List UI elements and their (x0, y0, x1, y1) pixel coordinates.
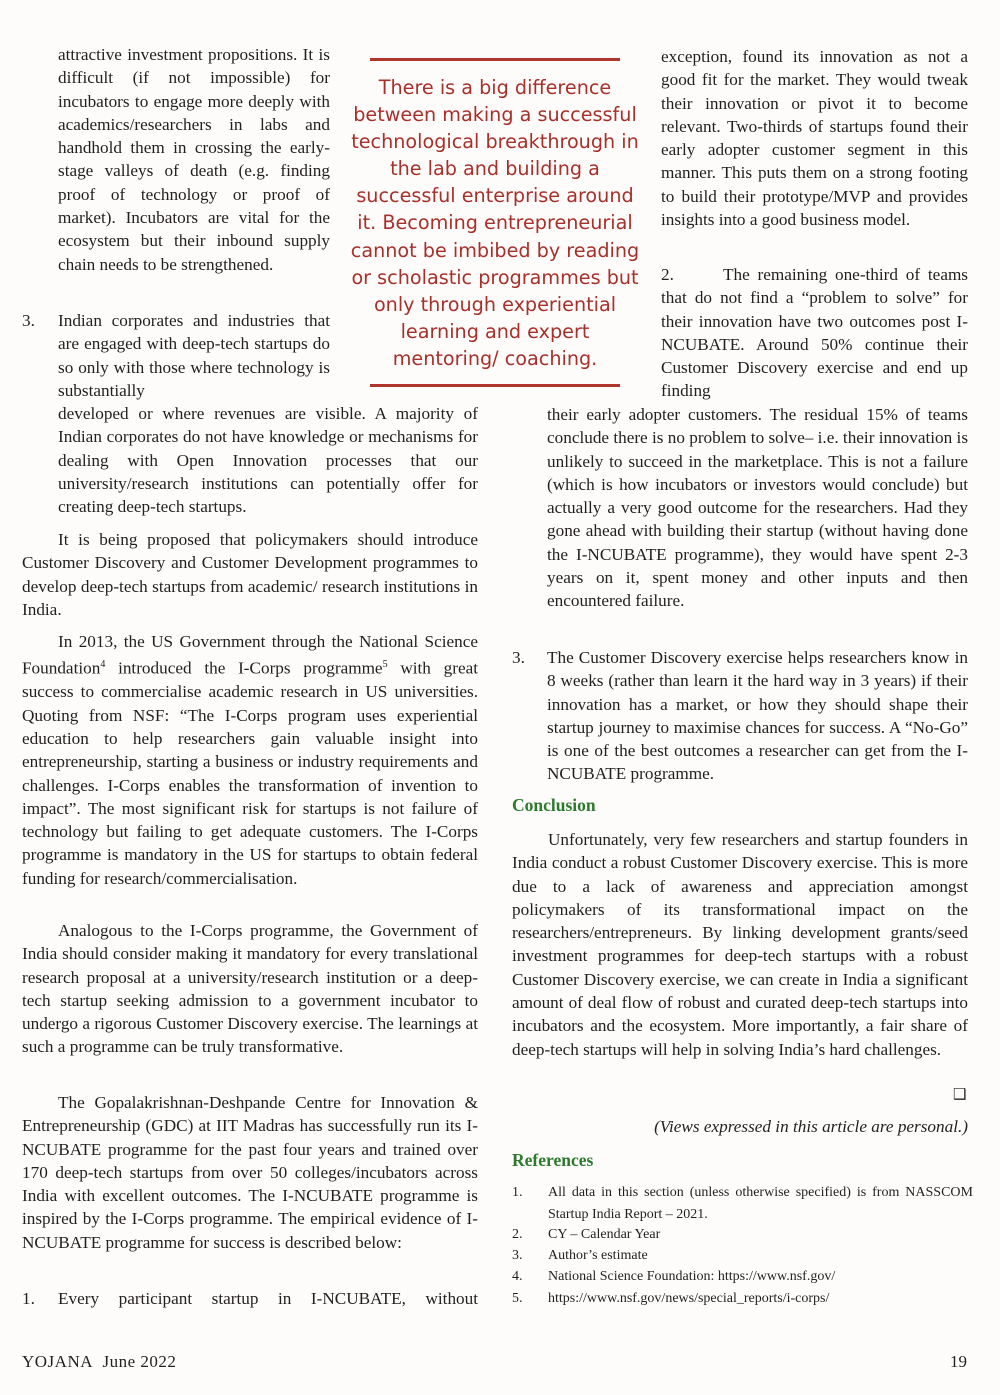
left-paragraph-1: attractive investment propositions. It is difficult (if not impossible) for incubators to engage more deeply with academics/researchers in labs and handhold them in crossing the early-stage valleys of death (e.g. finding proof of technology or proof of market). Incubators are vital for the ecosystem but their inbound supply chain needs to be strengthened. (58, 45, 330, 274)
reference-text: https://www.nsf.gov/news/special_reports/i-corps/ (548, 1291, 830, 1306)
left-list-item-3-part2: developed or where revenues are visible. A majority of Indian corporates do not have knowledge or mechanisms for dealing with Open Innovation processes that our university/research institutions can potentially offer for creating deep-tech startups. (58, 404, 478, 517)
reference-text: All data in this section (unless otherwise specified) is from NASSCOM Startup India Report – 2021. (548, 1185, 973, 1222)
reference-number: 4. (512, 1269, 523, 1284)
reference-text: CY – Calendar Year (548, 1227, 661, 1242)
reference-text: Author’s estimate (548, 1248, 648, 1263)
pullquote-top-rule (370, 58, 620, 61)
right-paragraph-1: exception, found its innovation as not a good fit for the market. They would tweak their innovation or pivot it to become relevant. Two-thirds of startups found their early adopter customer segment in this manner. This puts them on a strong footing to build their prototype/MVP and provides insights into a good business model. (661, 47, 968, 230)
left-list-item-3-part1: Indian corporates and industries that are engaged with deep-tech startups do so only with those where technology is substantially (58, 311, 330, 400)
reference-number: 5. (512, 1291, 523, 1306)
end-mark-icon: ❑ (953, 1085, 967, 1103)
left-list-item-1: Every participant startup in I-NCUBATE, without (58, 1289, 478, 1308)
references-list (512, 1182, 973, 1312)
issue-date: June 2022 (102, 1352, 177, 1371)
reference-number: 1. (512, 1185, 523, 1200)
reference-text: National Science Foundation: https://www.nsf.gov/ (548, 1269, 836, 1284)
conclusion-heading: Conclusion (512, 795, 596, 815)
left-paragraph-5: The Gopalakrishnan-Deshpande Centre for Innovation & Entrepreneurship (GDC) at IIT Madras has successfully run its I-NCUBATE programme for the past four years and trained over 170 deep-tech startups from over 50 colleges/incubators across India with excellent outcomes. The I-NCUBATE programme is inspired by the I-Corps programme. The empirical evidence of I-NCUBATE programme for success is described below: (22, 1093, 478, 1252)
left-list-number-3: 3. (22, 311, 35, 330)
right-list-item-3: The Customer Discovery exercise helps researchers know in 8 weeks (rather than learn it the hard way in 3 years) if their innovation has a market, or how they should shape their startup journey to maximise chances for success. A “No-Go” is one of the best outcomes a researcher can get from the I-NCUBATE programme. (547, 648, 968, 784)
reference-number: 3. (512, 1248, 523, 1263)
magazine-name: YOJANA (22, 1352, 93, 1371)
left-paragraph-3: In 2013, the US Government through the National Science Foundation$^4$ introduced the I-Corps programme$^5$ with great success to commercialise academic research in US universities. Quoting from NSF: “The I-Corps program uses experiential education to help researchers gain valuable insight into entrepreneurship, starting a business or industry requirements and challenges. I-Corps enables the transformation of invention to impact”. The most significant risk for startups is not failure of technology but failing to get adequate customers. The I-Corps programme is mandatory in the US for startups to obtain federal funding for research/commercialisation. (22, 632, 478, 888)
page-number: 19 (950, 1352, 967, 1371)
conclusion-paragraph: Unfortunately, very few researchers and startup founders in India conduct a robust Customer Discovery exercise. This is more due to a lack of awareness and appreciation amongst policymakers of its transformational impact on the researchers/entrepreneurs. By linking development grants/seed investment programmes for deep-tech startups with a robust Customer Discovery exercise, we can create in India a significant amount of deal flow of robust and curated deep-tech startups into incubators and the ecosystem. More importantly, a fair share of deep-tech startups will help in solving India’s hard challenges. (512, 830, 968, 1059)
footnote-ref-4: 4 (100, 659, 106, 671)
views-note: (Views expressed in this article are personal.) (654, 1117, 968, 1136)
references-heading: References (512, 1150, 594, 1170)
right-list-number-3: 3. (512, 648, 525, 667)
pullquote: There is a big difference between making a successful technological breakthrough in the lab and building a successful enterprise around it. Becoming entrepreneurial cannot be imbibed by reading or scholastic programmes but only through experiential learning and expert mentoring/ coaching. (350, 76, 640, 370)
right-list-item-2-part1: The remaining one-third of teams that do not find a “problem to solve” for their innovation have two outcomes post I-NCUBATE. Around 50% continue their Customer Discovery exercise and end up finding (661, 265, 968, 401)
left-list-number-1: 1. (22, 1289, 35, 1308)
right-list-number-2: 2. (661, 265, 674, 284)
pullquote-bottom-rule (370, 384, 620, 387)
reference-number: 2. (512, 1227, 523, 1242)
left-paragraph-2: It is being proposed that policymakers should introduce Customer Discovery and Customer Development programmes to develop deep-tech startups from academic/ research institutions in India. (22, 530, 478, 619)
footer-magazine (22, 1352, 176, 1372)
right-list-item-2-part2: their early adopter customers. The residual 15% of teams conclude there is no problem to solve– i.e. their innovation is unlikely to succeed in the marketplace. This is not a failure (which is how incubators or investors would conclude) but actually a very good outcome for the researchers. Had they gone ahead with building their startup (without having done the I-NCUBATE programme), they would have spent 2-3 years on it, spent money and other inputs and then encountered failure. (547, 405, 969, 611)
footnote-ref-5: 5 (382, 659, 388, 671)
left-paragraph-4: Analogous to the I-Corps programme, the Government of India should consider making it mandatory for every translational research proposal at a university/research institution or a deep-tech startup seeking admission to a government incubator to undergo a rigorous Customer Discovery exercise. The learnings at such a programme can be truly transformative. (22, 921, 478, 1057)
